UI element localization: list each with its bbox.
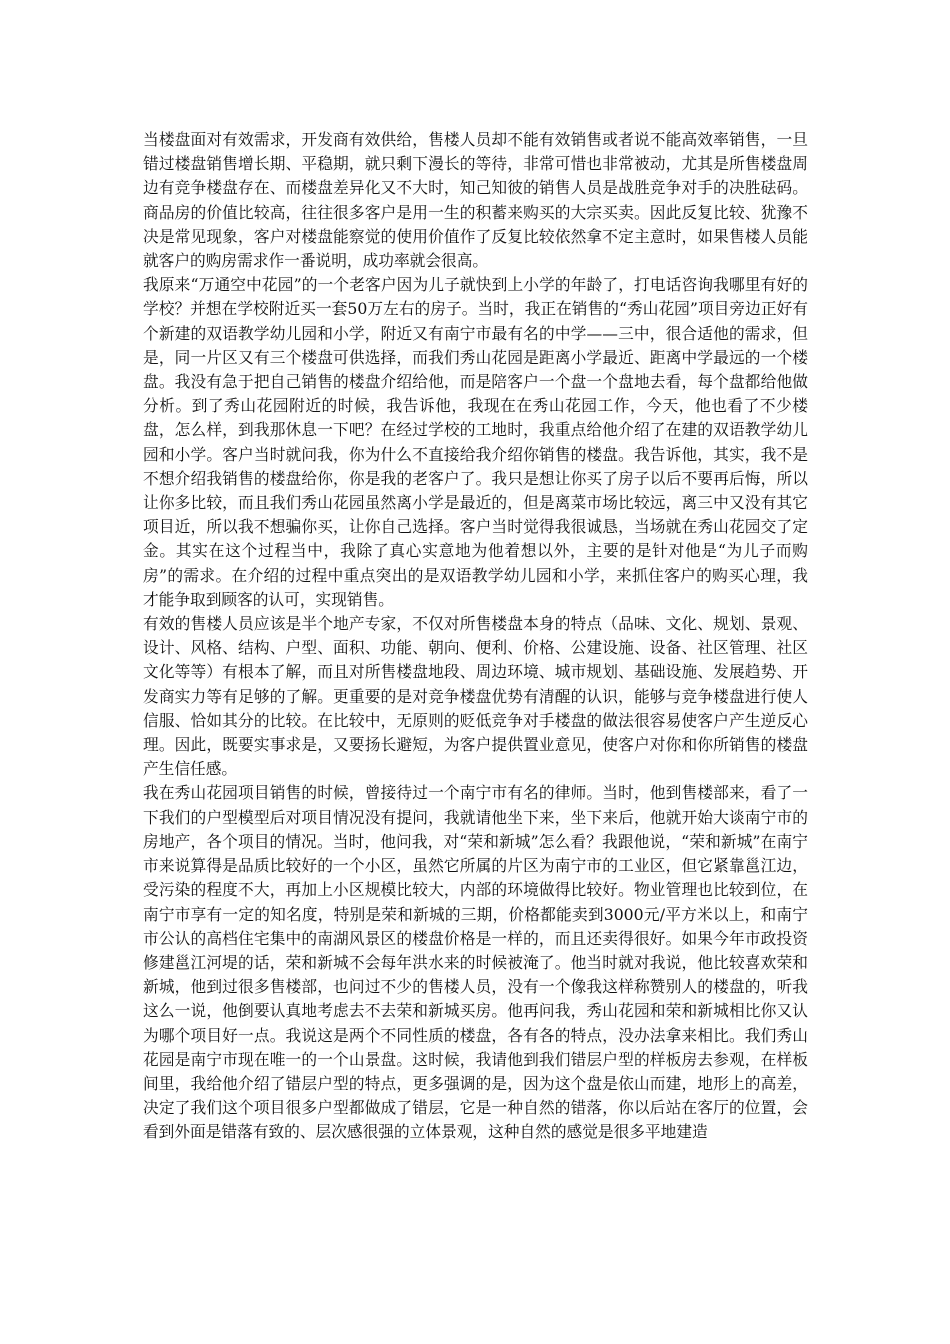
paragraph-intro: 当楼盘面对有效需求，开发商有效供给，售楼人员却不能有效销售或者说不能高效率销售，一旦错过楼盘销售增长期、平稳期，就只剩下漫长的等待，非常可惜也非常被动，尤其是所售楼盘周边有竞争楼盘存在、而楼盘差异化又不大时，知己知彼的销售人员是战胜竞争对手的决胜砝码。商品房的价值比较高，往往很多客户是用一生的积蓄来购买的大宗买卖。因此反复比较、犹豫不决是常见现象，客户对楼盘能察觉的使用价值作了反复比较依然拿不定主意时，如果售楼人员能就客户的购房需求作一番说明，成功率就会很高。 [143,130,808,271]
paragraph-case-school: 我原来“万通空中花园”的一个老客户因为儿子就快到上小学的年龄了，打电话咨询我哪里有好的学校？并想在学校附近买一套50万左右的房子。当时，我正在销售的“秀山花园”项目旁边正好有个新建的双语教学幼儿园和小学，附近又有南宁市最有名的中学——三中，很合适他的需求，但是，同一片区又有三个楼盘可供选择，而我们秀山花园是距离小学最近、距离中学最远的一个楼盘。我没有急于把自己销售的楼盘介绍给他，而是陪客户一个盘一个盘地去看，每个盘都给他做分析。到了秀山花园附近的时候，我告诉他，我现在在秀山花园工作，今天，他也看了不少楼盘，怎么样，到我那休息一下吧？在经过学校的工地时，我重点给他介绍了在建的双语教学幼儿园和小学。客户当时就问我，你为什么不直接给我介绍你销售的楼盘。我告诉他，其实，我不是不想介绍我销售的楼盘给你，你是我的老客户了。我只是想让你买了房子以后不要再后悔，所以让你多比较，而且我们秀山花园虽然离小学是最近的，但是离菜市场比较远，离三中又没有其它项目近，所以我不想骗你买，让你自己选择。客户当时觉得我很诚恳，当场就在秀山花园交了定金。其实在这个过程当中，我除了真心实意地为他着想以外，主要的是针对他是“为儿子而购房”的需求。在介绍的过程中重点突出的是双语教学幼儿园和小学，来抓住客户的购买心理，我才能争取到顾客的认可，实现销售。 [143,275,808,609]
paragraph-case-lawyer: 我在秀山花园项目销售的时候，曾接待过一个南宁市有名的律师。当时，他到售楼部来，看了一下我们的户型模型后对项目情况没有提问，我就请他坐下来，坐下来后，他就开始大谈南宁市的房地产，各个项目的情况。当时，他问我，对“荣和新城”怎么看？我跟他说，“荣和新城”在南宁市来说算得是品质比较好的一个小区，虽然它所属的片区为南宁市的工业区，但它紧靠邕江边，受污染的程度不大，再加上小区规模比较大，内部的环境做得比较好。物业管理也比较到位，在南宁市享有一定的知名度，特别是荣和新城的三期，价格都能卖到3000元/平方米以上，和南宁市公认的高档住宅集中的南湖风景区的楼盘价格是一样的，而且还卖得很好。如果今年市政投资修建邕江河堤的话，荣和新城不会每年洪水来的时候被淹了。他当时就对我说，他比较喜欢荣和新城，他到过很多售楼部，也问过不少的售楼人员，没有一个像我这样称赞别人的楼盘的，听我这么一说，他倒要认真地考虑去不去荣和新城买房。他再问我，秀山花园和荣和新城相比你又认为哪个项目好一点。我说这是两个不同性质的楼盘，各有各的特点，没办法拿来相比。我们秀山花园是南宁市现在唯一的一个山景盘。这时候，我请他到我们错层户型的样板房去参观，在样板间里，我给他介绍了错层户型的特点，更多强调的是，因为这个盘是依山而建，地形上的高差，决定了我们这个项目很多户型都做成了错层，它是一种自然的错落，你以后站在客厅的位置，会看到外面是错落有致的、层次感很强的立体景观，这种自然的感觉是很多平地建造 [143,783,808,1142]
paragraph-expert: 有效的售楼人员应该是半个地产专家，不仅对所售楼盘本身的特点（品味、文化、规划、景观、设计、风格、结构、户型、面积、功能、朝向、便利、价格、公建设施、设备、社区管理、社区文化等等）有根本了解，而且对所售楼盘地段、周边环境、城市规划、基础设施、发展趋势、开发商实力等有足够的了解。更重要的是对竞争楼盘优势有清醒的认识，能够与竞争楼盘进行使人信服、恰如其分的比较。在比较中，无原则的贬低竞争对手楼盘的做法很容易使客户产生逆反心理。因此，既要实事求是，又要扬长避短，为客户提供置业意见，使客户对你和你所销售的楼盘产生信任感。 [143,614,808,779]
document-page [143,128,808,1145]
